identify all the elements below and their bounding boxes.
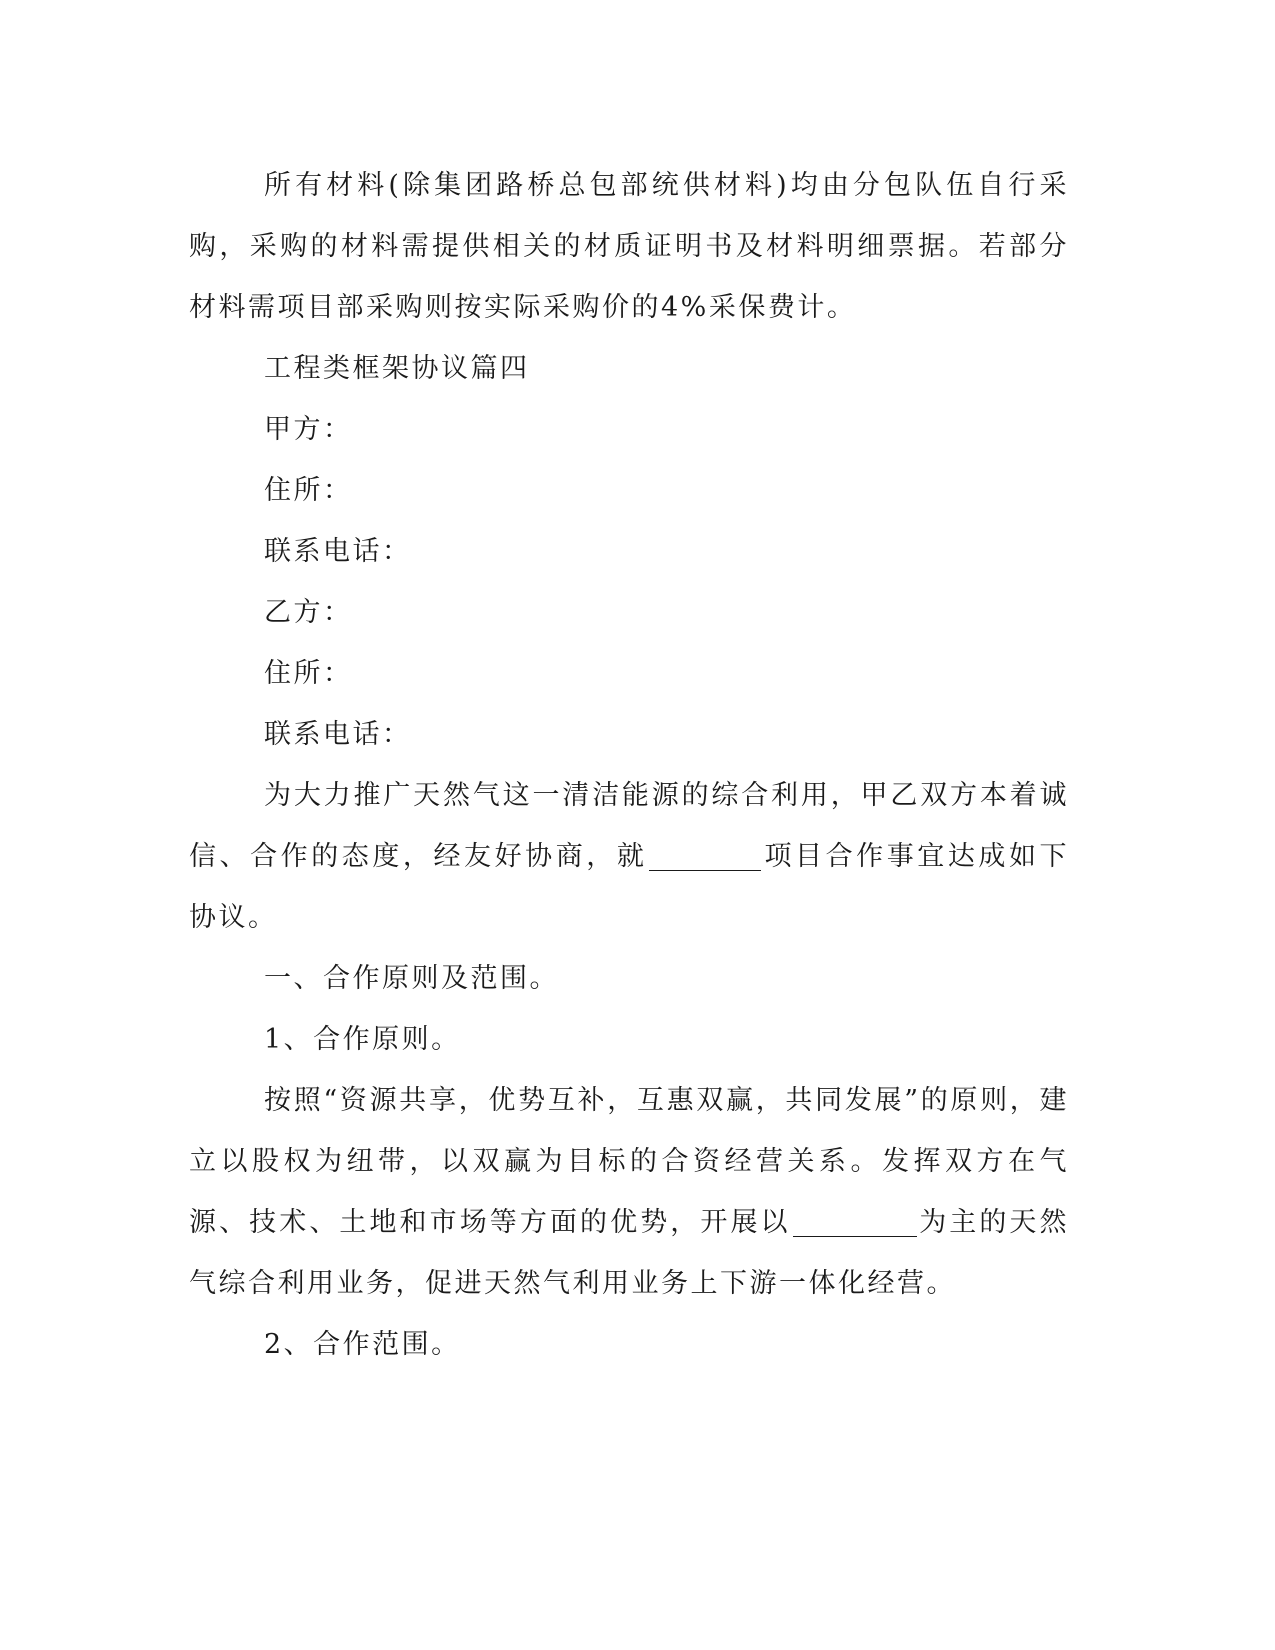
heading-principle: 1、合作原则。	[264, 1024, 461, 1055]
principle-text-before: 按照“资源共享，优势互补，互惠双赢，共同发展”的原则，建立以股权为纽带，以双赢为目标的合资经营关系。发挥双方在气源、技术、土地和市场等方面的优势，开展以	[189, 1085, 1069, 1238]
party-b-address-label: 住所：	[264, 658, 353, 689]
party-a-address-label: 住所：	[264, 475, 353, 506]
paragraph-materials: 所有材料(除集团路桥总包部统供材料)均由分包队伍自行采购，采购的材料需提供相关的材质证明书及材料明细票据。若部分材料需项目部采购则按实际采购价的4%采保费计。	[189, 170, 1069, 323]
heading-cooperation: 一、合作原则及范围。	[264, 963, 559, 994]
party-a-label: 甲方：	[264, 414, 353, 445]
party-a-phone-label: 联系电话：	[264, 536, 412, 567]
paragraph-principle	[189, 1070, 1069, 1314]
intro-text-after: 项目合作事宜达成如下协议。	[189, 841, 1070, 933]
intro-text-before: 为大力推广天然气这一清洁能源的综合利用，甲乙双方本着诚信、合作的态度，经友好协商，就	[189, 780, 1069, 872]
project-name-blank	[649, 836, 761, 871]
document-body	[189, 155, 1069, 1375]
business-type-blank	[793, 1202, 917, 1237]
principle-text-after: 为主的天然气综合利用业务，促进天然气利用业务上下游一体化经营。	[189, 1207, 1070, 1299]
party-b-label: 乙方：	[264, 597, 353, 628]
paragraph-intro	[189, 765, 1069, 948]
heading-scope: 2、合作范围。	[264, 1329, 461, 1360]
party-b-phone-label: 联系电话：	[264, 719, 412, 750]
section-title: 工程类框架协议篇四	[264, 353, 530, 384]
